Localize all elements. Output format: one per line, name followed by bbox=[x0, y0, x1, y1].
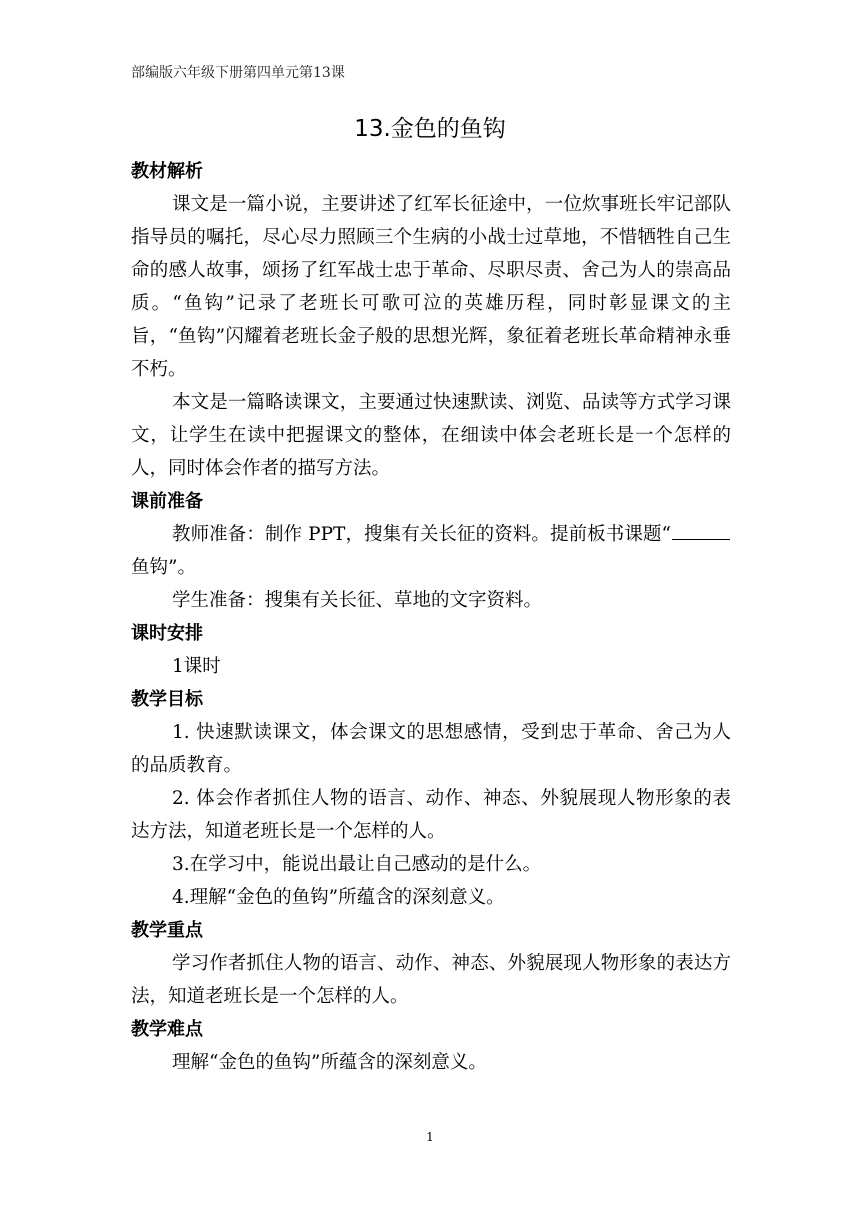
goal-item-3: 3.在学习中，能说出最让自己感动的是什么。 bbox=[172, 854, 542, 875]
key-points-paragraph: 学习作者抓住人物的语言、动作、神态、外貌展现人物形象的表达方法，知道老班长是一个怎样的人。 bbox=[131, 953, 731, 1007]
teacher-preparation-text-start: 教师准备：制作 PPT，搜集有关长征的资料。提前板书课题“ bbox=[172, 524, 671, 545]
student-preparation-paragraph: 学生准备：搜集有关长征、草地的文字资料。 bbox=[172, 590, 543, 611]
page-title: 13.金色的鱼钩 bbox=[354, 116, 506, 142]
document-body bbox=[131, 155, 731, 1079]
page-number: 1 bbox=[426, 1130, 434, 1144]
difficulties-paragraph: 理解“金色的鱼钩”所蕴含的深刻意义。 bbox=[172, 1052, 487, 1073]
teacher-preparation-paragraph bbox=[131, 518, 731, 584]
section-heading-key-points: 教学重点 bbox=[131, 920, 203, 941]
fill-in-blank-line bbox=[672, 519, 730, 540]
teacher-preparation-text-end: 鱼钩”。 bbox=[131, 557, 196, 578]
schedule-paragraph: 1课时 bbox=[172, 656, 221, 677]
goal-item-1: 1. 快速默读课文，体会课文的思想感情，受到忠于革命、舍己为人的品质教育。 bbox=[131, 722, 731, 776]
section-heading-difficulties: 教学难点 bbox=[131, 1019, 203, 1040]
goal-item-4: 4.理解“金色的鱼钩”所蕴含的深刻意义。 bbox=[172, 887, 505, 908]
running-header: 部编版六年级下册第四单元第13课 bbox=[131, 65, 345, 81]
section-heading-preparation: 课前准备 bbox=[131, 491, 203, 512]
section-heading-goals: 教学目标 bbox=[131, 689, 203, 710]
goal-item-2: 2. 体会作者抓住人物的语言、动作、神态、外貌展现人物形象的表达方法，知道老班长是一个怎样的人。 bbox=[131, 788, 731, 842]
analysis-paragraph-2: 本文是一篇略读课文，主要通过快速默读、浏览、品读等方式学习课文，让学生在读中把握课文的整体，在细读中体会老班长是一个怎样的人，同时体会作者的描写方法。 bbox=[131, 392, 731, 479]
analysis-paragraph-1: 课文是一篇小说，主要讲述了红军长征途中，一位炊事班长牢记部队指导员的嘱托，尽心尽力照顾三个生病的小战士过草地，不惜牺牲自己生命的感人故事，颂扬了红军战士忠于革命、尽职尽责、舍己为人的崇高品质。“鱼钩”记录了老班长可歌可泣的英雄历程，同时彰显课文的主旨，“鱼钩”闪耀着老班长金子般的思想光辉，象征着老班长革命精神永垂不朽。 bbox=[131, 194, 731, 380]
section-heading-schedule: 课时安排 bbox=[131, 623, 203, 644]
section-heading-analysis: 教材解析 bbox=[131, 161, 203, 182]
